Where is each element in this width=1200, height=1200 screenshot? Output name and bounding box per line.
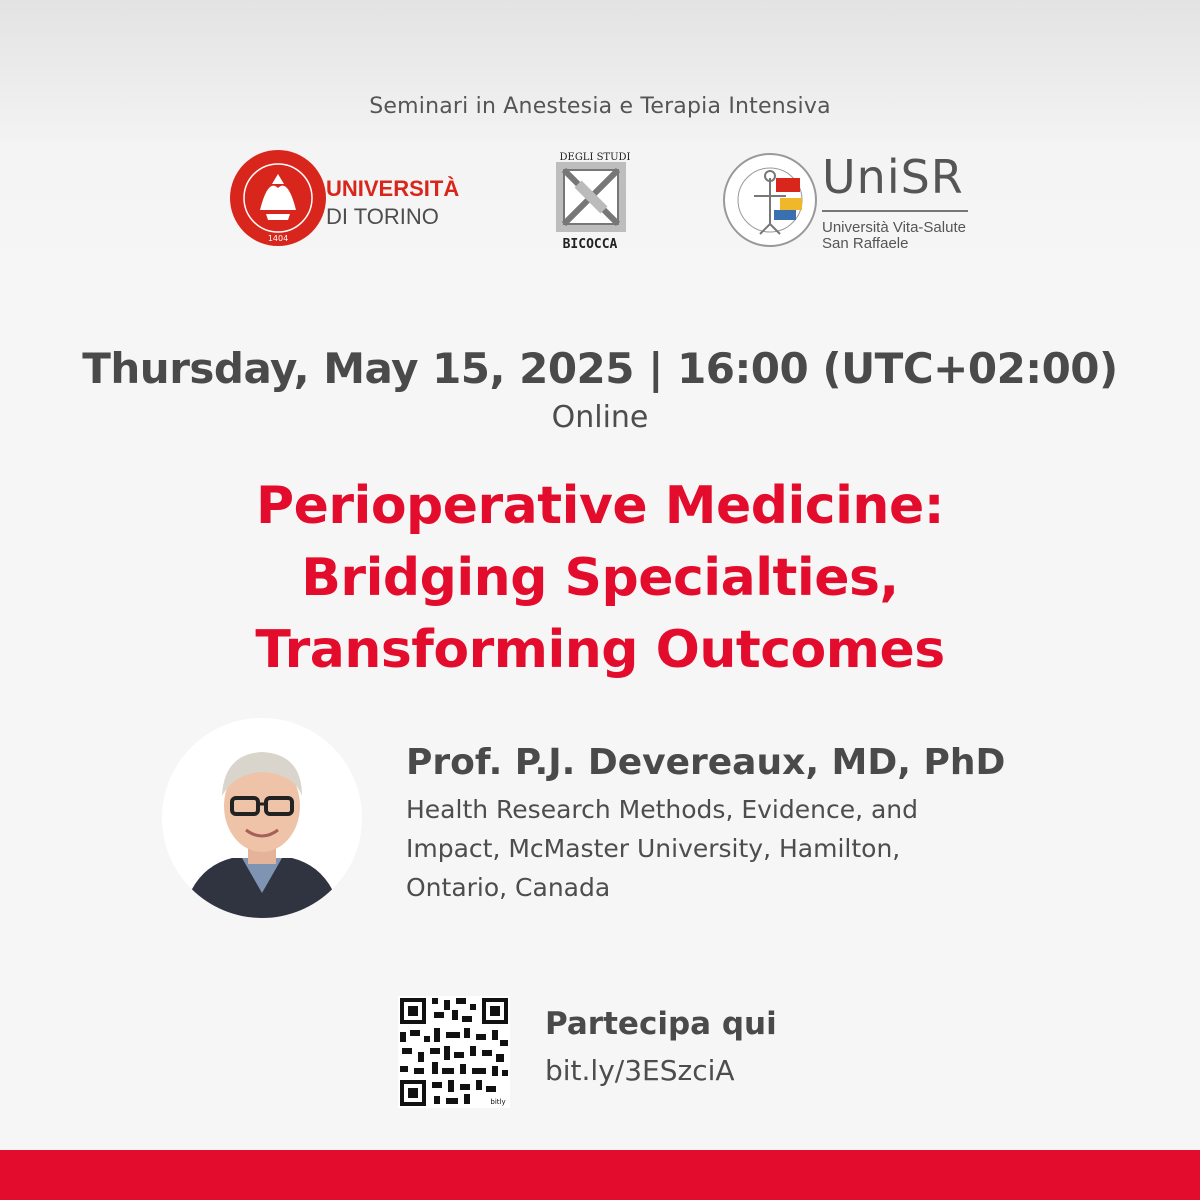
event-title-line1: Perioperative Medicine: xyxy=(255,476,945,536)
torino-line2: DI TORINO xyxy=(326,204,439,229)
affiliation-line1: Health Research Methods, Evidence, and xyxy=(406,795,919,824)
unisr-subtitle-line1: Università Vita-Salute xyxy=(822,219,966,236)
footer-accent-bar xyxy=(0,1150,1200,1200)
event-title xyxy=(0,470,1200,686)
unisr-name: UniSR xyxy=(822,150,964,204)
event-date-time: Thursday, May 15, 2025 | 16:00 (UTC+02:00) xyxy=(82,344,1118,393)
series-title: Seminari in Anestesia e Terapia Intensiva xyxy=(369,94,831,119)
qr-caption: bitly xyxy=(490,1098,506,1106)
registration-link[interactable]: bit.ly/3ESzciA xyxy=(545,1054,735,1087)
unisr-subtitle xyxy=(822,220,966,252)
registration-qr-code[interactable] xyxy=(398,996,510,1108)
speaker-name: Prof. P.J. Devereaux, MD, PhD xyxy=(406,742,1006,783)
bicocca-logo xyxy=(540,152,640,252)
event-mode: Online xyxy=(551,400,649,435)
affiliation-line3: Ontario, Canada xyxy=(406,873,611,902)
event-title-line3: Transforming Outcomes xyxy=(255,620,945,680)
event-title-line2: Bridging Specialties, xyxy=(301,548,899,608)
speaker-affiliation xyxy=(406,790,1006,907)
unisr-seal-logo xyxy=(720,148,820,252)
unisr-divider xyxy=(822,210,968,212)
torino-line1: UNIVERSITÀ xyxy=(326,176,460,201)
torino-seal-year: 1404 xyxy=(267,234,289,243)
universita-di-torino-logo xyxy=(228,148,478,248)
bicocca-bottom-text: BICOCCA xyxy=(562,237,618,252)
bicocca-top-text: DEGLI STUDI xyxy=(559,152,631,163)
unisr-subtitle-line2: San Raffaele xyxy=(822,235,909,252)
registration-label: Partecipa qui xyxy=(545,1006,777,1042)
affiliation-line2: Impact, McMaster University, Hamilton, xyxy=(406,834,901,863)
speaker-photo xyxy=(162,718,362,918)
